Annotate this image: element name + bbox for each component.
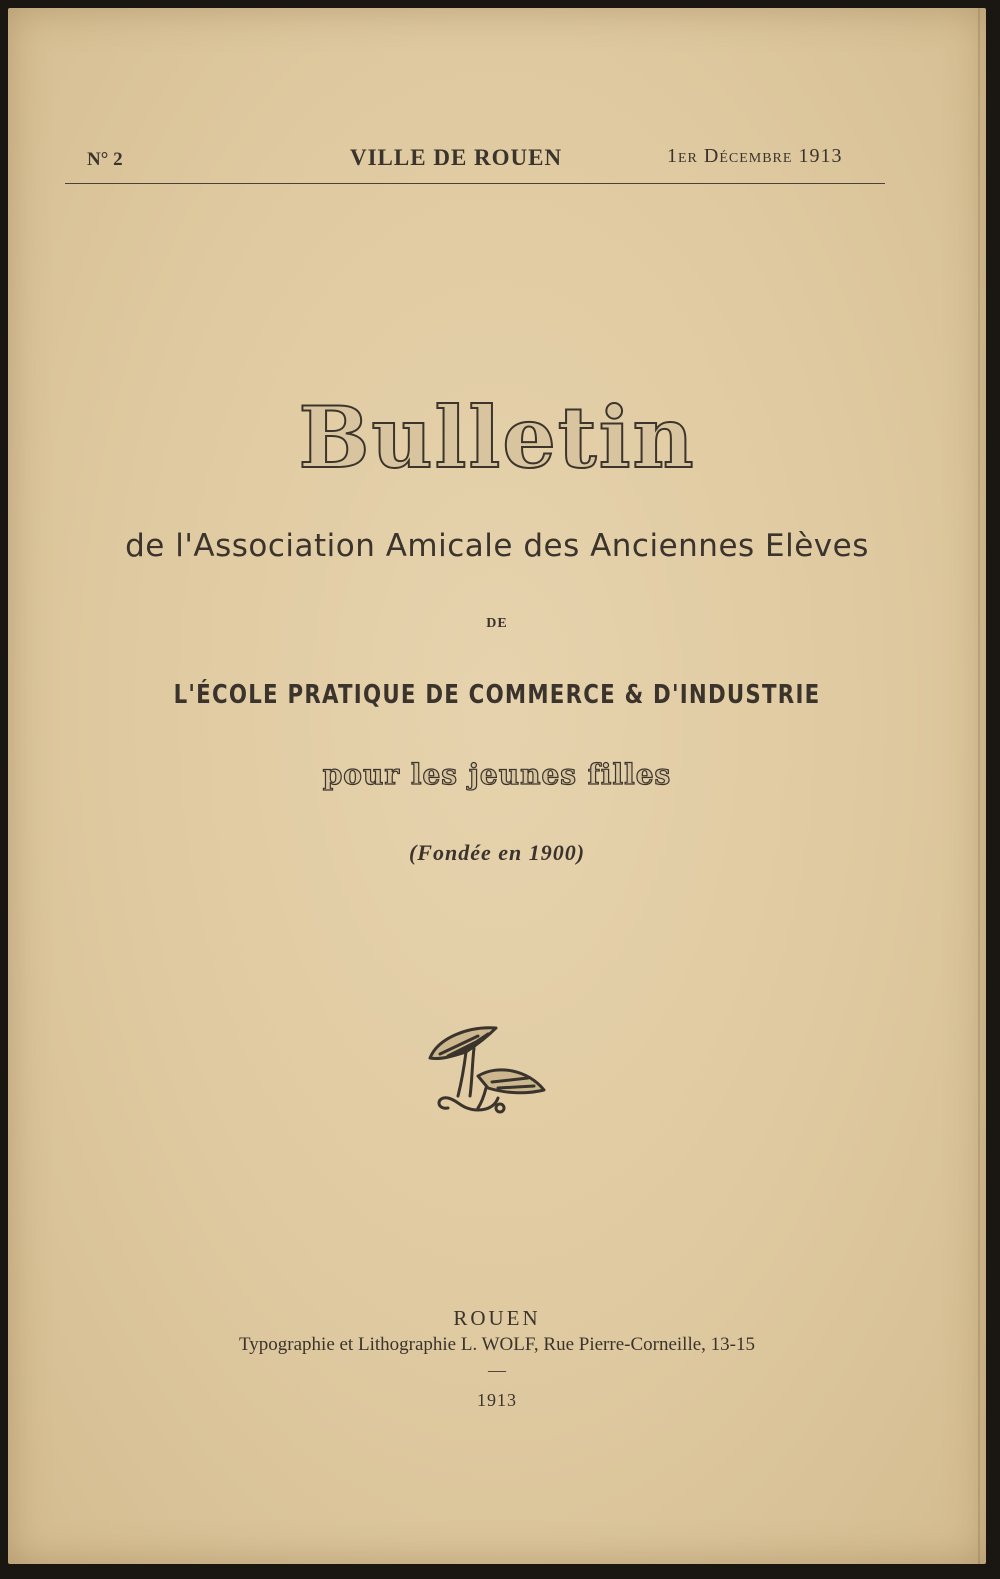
imprint-year: 1913 <box>477 1390 517 1410</box>
bulletin-title: Bulletin <box>298 388 696 487</box>
header-bar <box>65 143 885 184</box>
audience-line: pour les jeunes filles <box>322 758 672 791</box>
issue-date: 1er Décembre 1913 <box>667 145 843 167</box>
mushroom-ornament-icon <box>418 1018 548 1118</box>
association-subtitle: de l'Association Amicale des Anciennes Elèves <box>125 528 869 564</box>
document-cover <box>8 8 986 1564</box>
imprint-place: ROUEN <box>453 1306 541 1330</box>
connector-word: DE <box>486 616 508 631</box>
issue-number: N° 2 <box>87 149 123 170</box>
school-name: L'ÉCOLE PRATIQUE DE COMMERCE & D'INDUSTRIE <box>173 680 821 710</box>
imprint-printer: Typographie et Lithographie L. WOLF, Rue Pierre-Corneille, 13-15 <box>239 1334 755 1355</box>
founded-line: (Fondée en 1900) <box>408 840 586 865</box>
city-heading: VILLE DE ROUEN <box>350 145 563 170</box>
imprint-separator: — <box>488 1360 506 1380</box>
